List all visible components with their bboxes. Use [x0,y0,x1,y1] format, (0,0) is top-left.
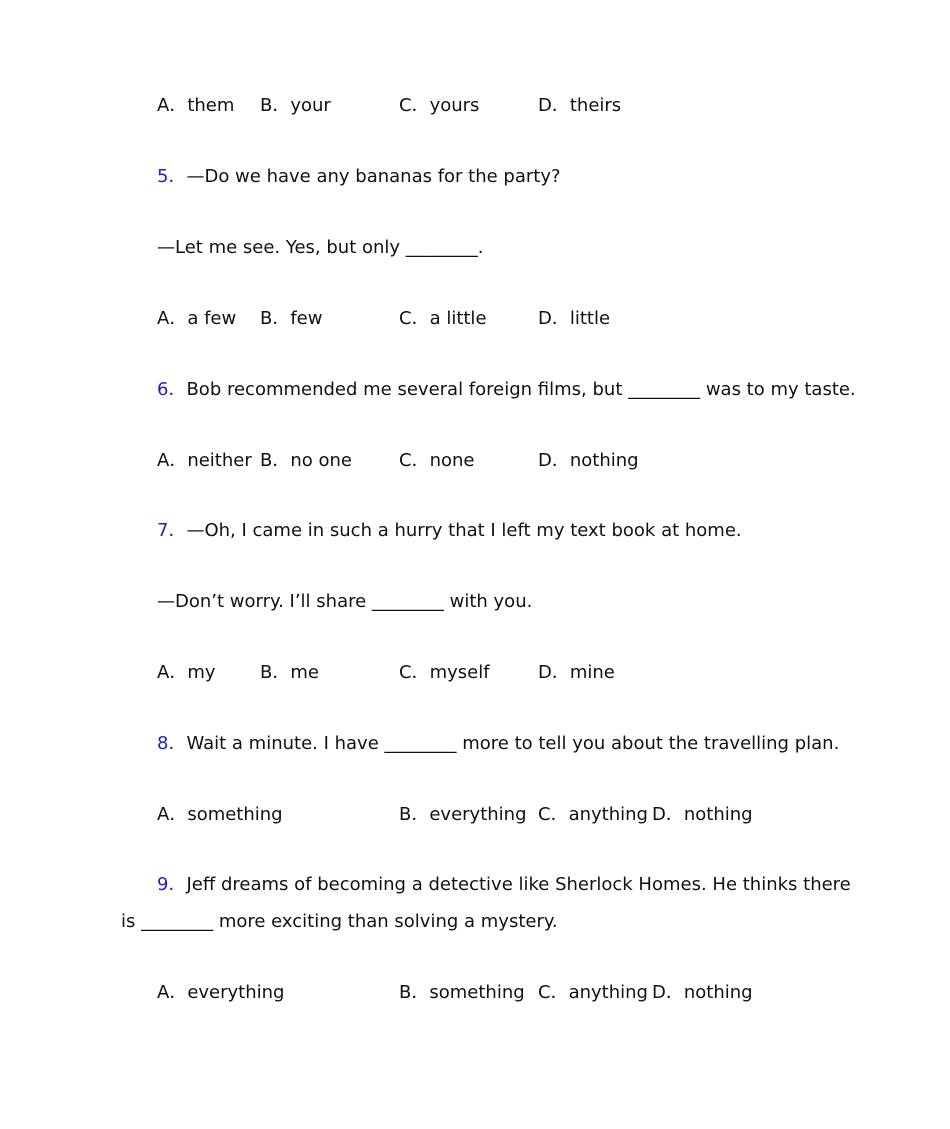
q8-option-b: B．everything [399,804,527,825]
q6-text: Bob recommended me several foreign films, but ________ was to my taste. [186,379,856,400]
q4-option-b: B．your [260,95,331,116]
q7-option-d: D．mine [538,662,615,683]
q7-reply: —Don’t worry. I’ll share ________ with you. [157,591,533,612]
q6-number: 6． [157,379,187,400]
q9-option-b: B．something [399,982,525,1003]
q9-option-d: D．nothing [652,982,753,1003]
q9-option-a: A．everything [157,982,285,1003]
q5-reply: —Let me see. Yes, but only ________. [157,237,484,258]
q9-number: 9． [157,874,187,895]
q8-option-a: A．something [157,804,283,825]
q8-stem [157,733,839,757]
q8-text: Wait a minute. I have ________ more to tell you about the travelling plan. [186,733,840,754]
q7-stem [157,520,742,544]
q6-option-d: D．nothing [538,450,639,471]
q8-option-c: C．anything [538,804,648,825]
q4-option-d: D．theirs [538,95,622,116]
q5-text: —Do we have any bananas for the party? [186,166,561,187]
q7-option-b: B．me [260,662,319,683]
q9-option-c: C．anything [538,982,648,1003]
q7-option-c: C．myself [399,662,490,683]
q5-option-b: B．few [260,308,323,329]
q6-option-b: B．no one [260,450,352,471]
q8-number: 8． [157,733,187,754]
q4-option-c: C．yours [399,95,480,116]
q8-option-d: D．nothing [652,804,753,825]
q9-stem [157,874,851,898]
q5-stem [157,166,561,190]
q6-option-c: C．none [399,450,475,471]
q5-option-a: A．a few [157,308,237,329]
q5-number: 5． [157,166,187,187]
q7-number: 7． [157,520,187,541]
q9-stem-continued: is ________ more exciting than solving a mystery. [121,911,558,932]
q9-text: Jeff dreams of becoming a detective like Sherlock Homes. He thinks there [186,874,851,895]
q5-option-c: C．a little [399,308,487,329]
q6-option-a: A．neither [157,450,252,471]
q6-stem [157,379,856,403]
q7-text: —Oh, I came in such a hurry that I left my text book at home. [186,520,742,541]
q4-option-a: A．them [157,95,235,116]
q7-option-a: A．my [157,662,216,683]
q5-option-d: D．little [538,308,611,329]
